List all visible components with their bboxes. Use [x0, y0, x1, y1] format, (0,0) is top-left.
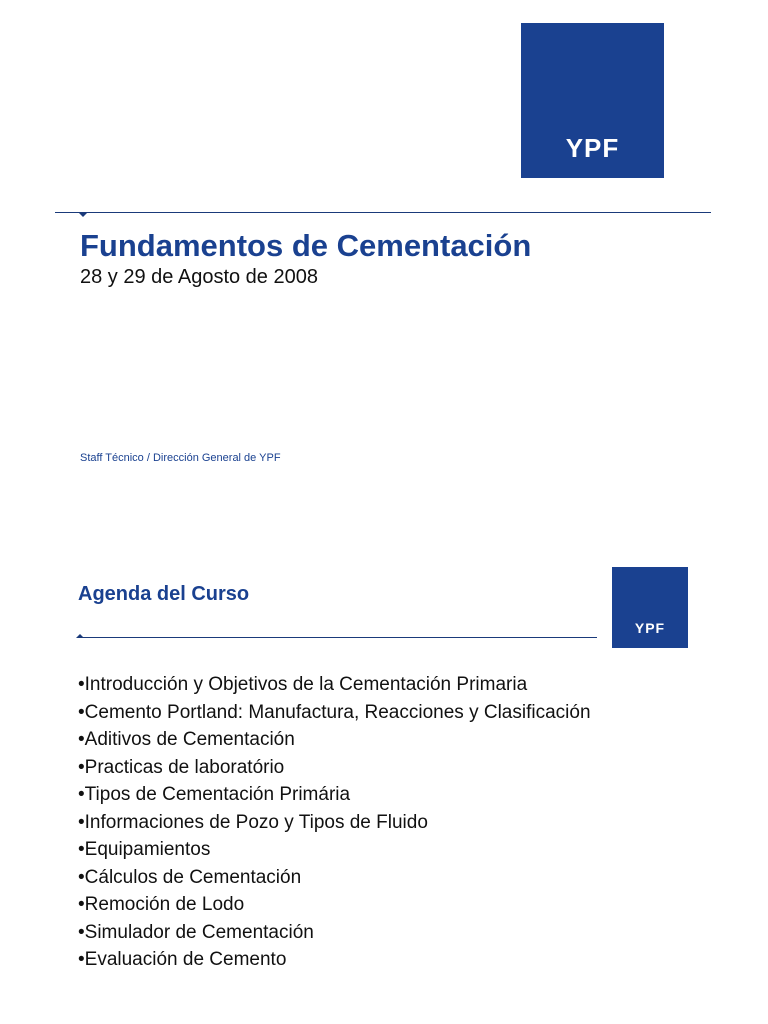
ypf-logo-small — [612, 567, 688, 648]
agenda-slide — [0, 540, 768, 1024]
divider-marker — [79, 213, 87, 217]
agenda-item: •Remoción de Lodo — [78, 894, 245, 915]
agenda-list — [78, 671, 591, 974]
agenda-item: •Practicas de laboratório — [78, 756, 285, 778]
agenda-item: •Equipamientos — [78, 839, 211, 860]
ypf-logo-text: YPF — [565, 133, 620, 163]
agenda-item: •Tipos de Cementación Primária — [78, 784, 351, 805]
agenda-item: •Informaciones de Pozo y Tipos de Fluido — [78, 811, 428, 833]
ypf-logo-small-text: YPF — [634, 620, 666, 636]
agenda-divider-marker — [76, 634, 84, 638]
agenda-item: •Cemento Portland: Manufactura, Reacciones y Clasificación — [78, 701, 591, 723]
agenda-item: •Introducción y Objetivos de la Cementación Primaria — [78, 674, 528, 695]
agenda-item: •Cálculos de Cementación — [78, 866, 302, 888]
divider-line — [55, 212, 711, 213]
agenda-item: •Simulador de Cementación — [78, 921, 314, 943]
ypf-logo — [521, 23, 664, 178]
agenda-item: •Aditivos de Cementación — [78, 729, 295, 750]
agenda-heading: Agenda del Curso — [78, 583, 250, 605]
agenda-item: •Evaluación de Cemento — [78, 949, 287, 970]
presentation-date: 28 y 29 de Agosto de 2008 — [80, 266, 318, 288]
presentation-title: Fundamentos de Cementación — [80, 228, 532, 263]
presentation-author: Staff Técnico / Dirección General de YPF — [80, 452, 281, 464]
agenda-divider-line — [78, 637, 597, 638]
